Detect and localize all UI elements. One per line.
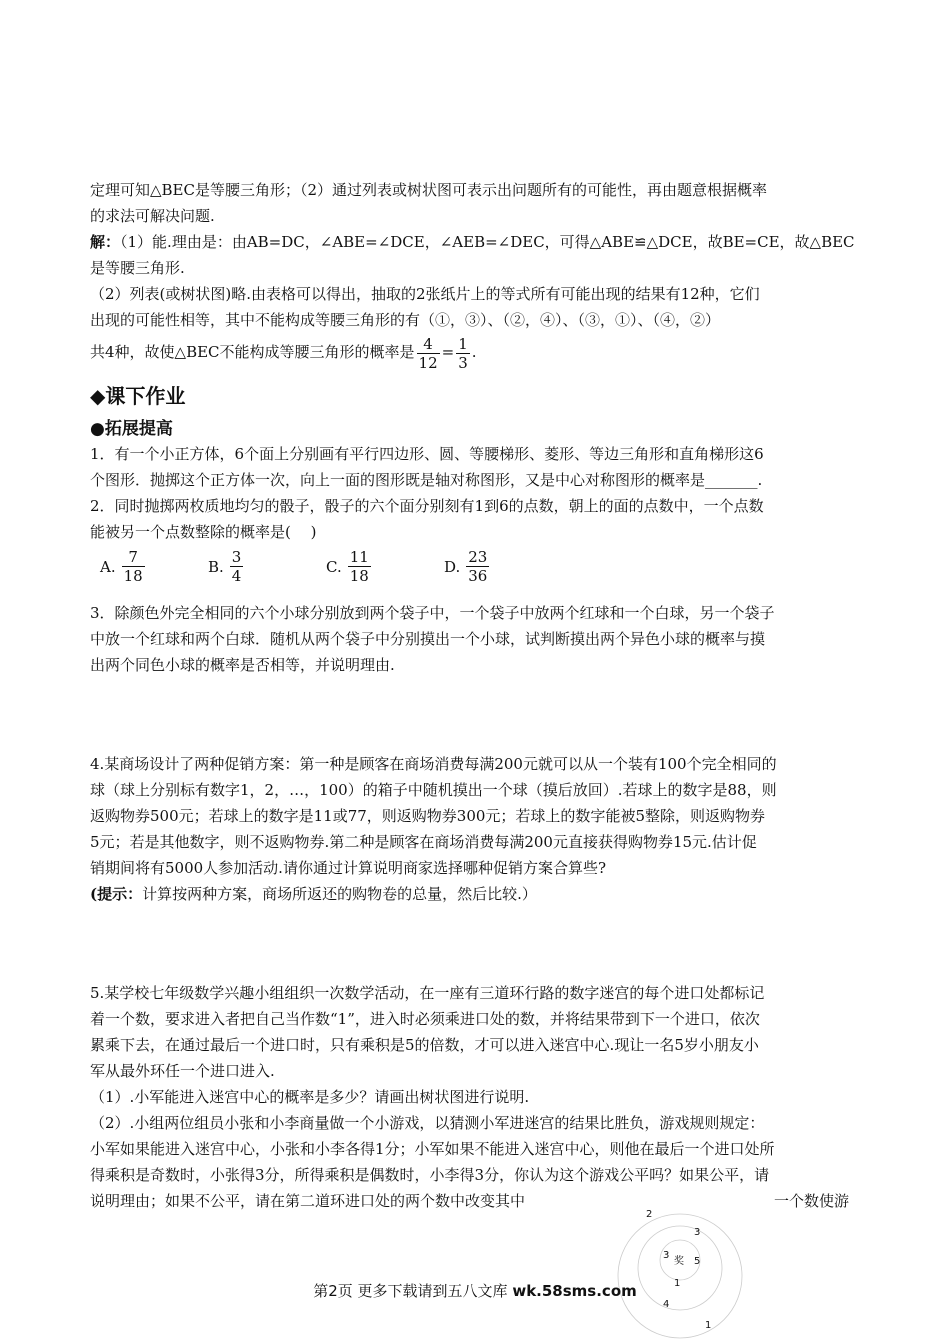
section-title: ◆课下作业 <box>90 384 186 408</box>
maze-number-2: 3 <box>694 1227 701 1238</box>
q2-line-1: 2．同时抛掷两枚质地均匀的骰子，骰子的六个面分别刻有1到6的点数，朝上的面的点数中，一个点数 <box>90 497 764 515</box>
option-c: C. $\frac{11}{18}$ <box>326 548 369 585</box>
q5-line-4: 军从最外环任一个进口进入. <box>90 1062 275 1080</box>
q4-line-1: 4.某商场设计了两种促销方案：第一种是顾客在商场消费每满200元就可以从一个装有100个完全相同的 <box>90 755 777 773</box>
maze-number-6: 4 <box>663 1299 670 1310</box>
option-c-fraction: $\frac{11}{18}$ <box>349 548 369 585</box>
maze-number-7: 1 <box>705 1320 712 1331</box>
solution-line-3: （2）列表(或树状图)略.由表格可以得出，抽取的2张纸片上的等式所有可能出现的结果有12种，它们 <box>90 285 760 303</box>
fraction-4-12: $\frac{4}{12}$ <box>418 334 438 372</box>
equals-sign: = <box>441 343 455 361</box>
solution-line-2: 是等腰三角形. <box>90 259 185 277</box>
q1-line-1: 1．有一个小正方体，6个面上分别画有平行四边形、圆、等腰梯形、菱形、等边三角形和直角梯形这6 <box>90 445 764 463</box>
option-a-fraction: $\frac{7}{18}$ <box>123 548 143 585</box>
q5-line-2: 着一个数，要求进入者把自己当作数“1”，进入时必须乘进口处的数，并将结果带到下一个进口，依次 <box>90 1010 760 1028</box>
q4-hint <box>90 881 860 907</box>
q5-line-1: 5.某学校七年级数学兴趣小组组织一次数学活动，在一座有三道环行路的数字迷宫的每个进口处都标记 <box>90 984 765 1002</box>
maze-number-3: 3 <box>663 1250 670 1261</box>
footer-page-text: 第2页 更多下载请到五八文库 <box>313 1282 508 1300</box>
hint-label: (提示： <box>90 885 143 903</box>
solution-label: 解： <box>90 233 121 251</box>
q5-line-5: （1）.小军能进入迷宫中心的概率是多少？请画出树状图进行说明. <box>90 1088 530 1106</box>
solution-line-4: 出现的可能性相等，其中不能构成等腰三角形的有（①，③）、（②，④）、（③，①）、（④，②） <box>90 311 721 329</box>
q3-line-3: 出两个同色小球的概率是否相等，并说明理由. <box>90 656 395 674</box>
q5-line-3: 累乘下去，在通过最后一个进口时，只有乘积是5的倍数，才可以进入迷宫中心.现让一名5岁小朋友小 <box>90 1036 759 1054</box>
option-d: D. $\frac{23}{36}$ <box>444 548 488 585</box>
q5-line-9-right: 一个数使游 <box>774 1192 850 1210</box>
q4-line-3: 返购物券500元；若球上的数字是11或77，则返购物券300元；若球上的数字能被5整除，则返购物券 <box>90 807 765 825</box>
page-footer <box>0 1280 950 1301</box>
analysis-line-1: 定理可知△BEC是等腰三角形；（2）通过列表或树状图可表示出问题所有的可能性，再由题意根据概率 <box>90 181 768 199</box>
q5-line-9-left: 说明理由；如果不公平，请在第二道环进口处的两个数中改变其中 <box>90 1192 526 1210</box>
solution-line-1 <box>90 229 860 255</box>
q4-line-5: 销期间将有5000人参加活动.请你通过计算说明商家选择哪种促销方案合算些? <box>90 859 606 877</box>
q4-line-2: 球（球上分别标有数字1，2，…，100）的箱子中随机摸出一个球（摸后放回）.若球上的数字是88，则 <box>90 781 777 799</box>
q4-line-4: 5元；若是其他数字，则不返购物券.第二种是顾客在商场消费每满200元直接获得购物券15元.估计促 <box>90 833 757 851</box>
solution-text-5: 共4种，故使△BEC不能构成等腰三角形的概率是 <box>90 343 415 361</box>
q2-line-2: 能被另一个点数整除的概率是( ) <box>90 523 317 541</box>
maze-number-4: 5 <box>694 1256 701 1267</box>
option-a: A. $\frac{7}{18}$ <box>100 548 143 585</box>
q5-line-6: （2）.小组两位组员小张和小李商量做一个小游戏，以猜测小军进迷宫的结果比胜负，游戏规则规定： <box>90 1114 765 1132</box>
maze-outer-ring <box>618 1214 742 1338</box>
subsection-title: ●拓展提高 <box>90 419 173 439</box>
option-b-fraction: $\frac{3}{4}$ <box>231 548 242 585</box>
maze-number-1: 2 <box>646 1209 653 1220</box>
q3-line-2: 中放一个红球和两个白球．随机从两个袋子中分别摸出一个小球，试判断摸出两个异色小球的概率与摸 <box>90 630 766 648</box>
solution-text-1: （1）能.理由是：由AB=DC，∠ABE=∠DCE，∠AEB=∠DEC，可得△ABE≌△DCE，故BE=CE，故△BEC <box>120 233 855 251</box>
footer-site-link[interactable]: wk.58sms.com <box>512 1282 637 1300</box>
hint-text: 计算按两种方案，商场所返还的购物卷的总量，然后比较.） <box>142 885 537 903</box>
analysis-line-2: 的求法可解决问题. <box>90 207 215 225</box>
q1-line-2: 个图形．抛掷这个正方体一次，向上一面的图形既是轴对称图形，又是中心对称图形的概率是_______. <box>90 471 763 489</box>
option-d-fraction: $\frac{23}{36}$ <box>468 548 488 585</box>
q5-line-8: 得乘积是奇数时，小张得3分，所得乘积是偶数时，小李得3分，你认为这个游戏公平吗？如果公平，请 <box>90 1166 770 1184</box>
maze-center-label: 奖 <box>674 1256 684 1267</box>
fraction-1-3: $\frac{1}{3}$ <box>458 334 468 372</box>
q3-line-1: 3．除颜色外完全相同的六个小球分别放到两个袋子中，一个袋子中放两个红球和一个白球，另一个袋子 <box>90 604 775 622</box>
option-b: B. $\frac{3}{4}$ <box>208 548 242 585</box>
solution-line-5: 共4种，故使△BEC不能构成等腰三角形的概率是 $\frac{4}{12}$ = $\frac{1}{3}$ . <box>90 334 477 372</box>
maze-number-5: 1 <box>674 1278 681 1289</box>
maze-diagram <box>608 1200 758 1344</box>
q5-line-7: 小军如果能进入迷宫中心，小张和小李各得1分；小军如果不能进入迷宫中心，则他在最后一个进口处所 <box>90 1140 775 1158</box>
